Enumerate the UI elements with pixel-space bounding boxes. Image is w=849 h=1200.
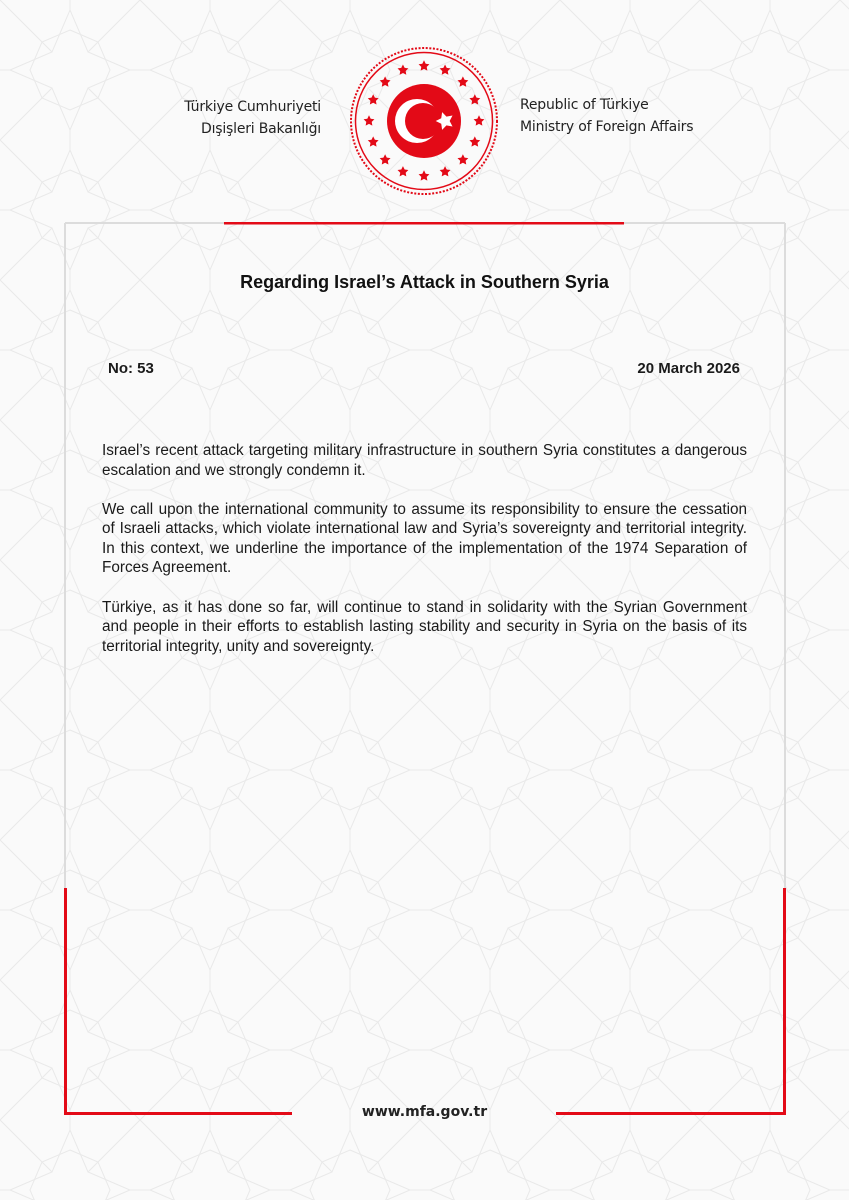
document-date: 20 March 2026 [637,360,740,377]
body-paragraph: Israel’s recent attack targeting military infrastructure in southern Syria constitutes a dangerous escalation and we strongly condemn it. [102,442,747,479]
header-left-line1: Türkiye Cumhuriyeti [184,99,321,115]
body-paragraph: Türkiye, as it has done so far, will continue to stand in solidarity with the Syrian Government and people in their efforts to establish lasting stability and security in Syria on the basis of its territorial integrity, unity and sovereignty. [102,598,747,655]
emblem-star-icon [364,115,375,125]
emblem-star-icon [380,154,391,164]
header-right-line1: Republic of Türkiye [520,97,649,113]
emblem-star-icon [440,166,451,176]
header-right-line2: Ministry of Foreign Affairs [520,119,694,135]
emblem-star-icon [398,64,409,74]
document-number: No: 53 [108,360,154,377]
emblem-star-icon [398,166,409,176]
emblem-star-icon [474,115,485,125]
header-left-institution [184,96,321,140]
emblem-star-icon [368,136,379,146]
document-title: Regarding Israel’s Attack in Southern Syria [240,272,609,292]
emblem-star-icon [469,94,480,104]
emblem-star-icon [419,170,430,180]
emblem-star-icon [457,76,468,86]
body-paragraph: We call upon the international community to assume its responsibility to ensure the cessation of Israeli attacks, which violate international law and Syria’s sovereignty and territorial integrity. In this context, we underline the importance of the implementation of the 1974 Separation of Forces Agreement. [102,500,747,577]
emblem-star-icon [457,154,468,164]
header-right-institution [520,94,693,138]
emblem-star-icon [368,94,379,104]
emblem-star-icon [419,60,430,70]
document-body [102,441,747,676]
emblem-star-icon [469,136,480,146]
turkish-crescent-star-seal-icon [349,46,499,196]
emblem-star-icon [380,76,391,86]
emblem-star-icon [440,64,451,74]
header-left-line2: Dışişleri Bakanlığı [201,121,321,137]
footer-website-link[interactable]: www.mfa.gov.tr [361,1104,488,1120]
